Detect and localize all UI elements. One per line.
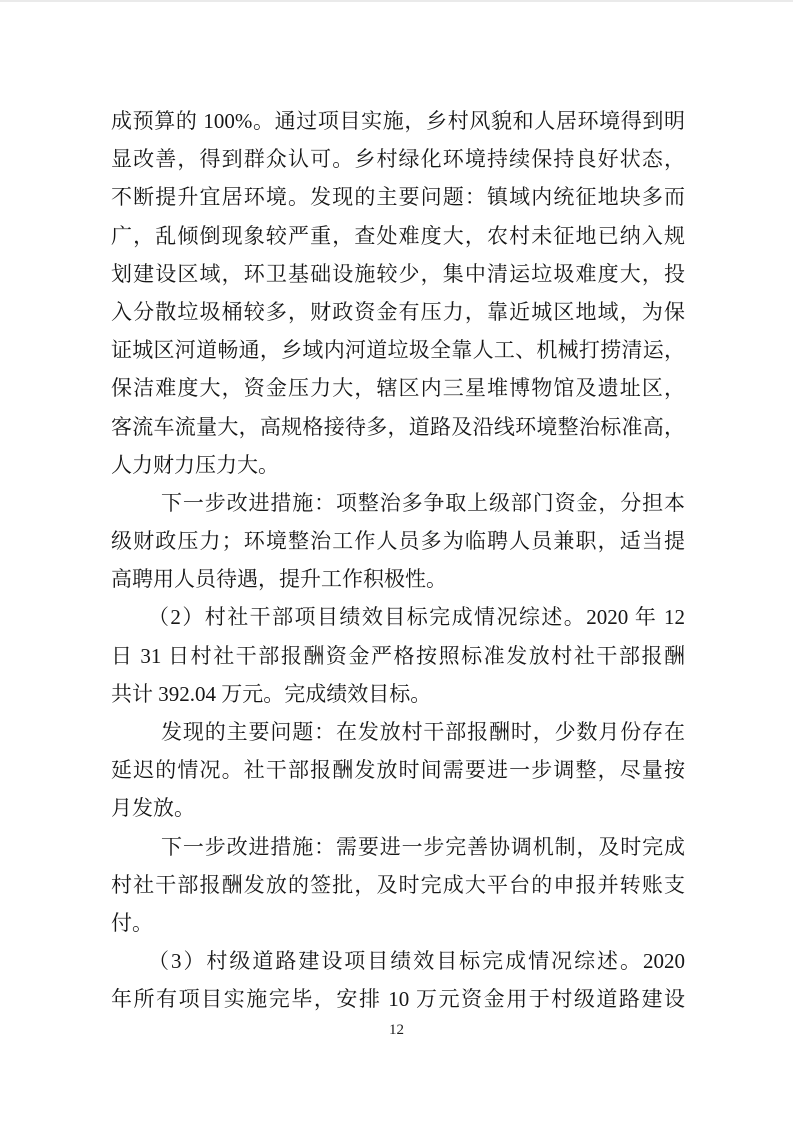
text-line: 广，乱倾倒现象较严重，查处难度大，农村未征地已纳入规 (111, 223, 685, 248)
text-line: 级财政压力；环境整治工作人员多为临聘人员兼职，适当提 (111, 529, 685, 554)
text-line: 下一步改进措施：需要进一步完善协调机制，及时完成 (161, 834, 685, 859)
text-line: 成预算的 100%。通过项目实施，乡村风貌和人居环境得到明 (111, 109, 685, 133)
text-line: 村社干部报酬发放的签批，及时完成大平台的申报并转账支 (111, 872, 685, 897)
text-line: 下一步改进措施：项整治多争取上级部门资金，分担本 (161, 490, 685, 515)
text-line: 共计 392.04 万元。完成绩效目标。 (111, 681, 432, 706)
text-line: 延迟的情况。社干部报酬发放时间需要进一步调整，尽量按 (111, 758, 685, 783)
text-line: 发现的主要问题：在发放村干部报酬时，少数月份存在 (161, 720, 685, 744)
text-line: 保洁难度大，资金压力大，辖区内三星堆博物馆及遗址区， (111, 376, 685, 401)
text-line: （3）村级道路建设项目绩效目标完成情况综述。2020 (148, 949, 685, 974)
text-line: 年所有项目实施完毕，安排 10 万元资金用于村级道路建设 (111, 987, 685, 1012)
text-line: 付。 (111, 910, 153, 935)
text-line: 人力财力压力大。 (111, 452, 279, 477)
text-line: 入分散垃圾桶较多，财政资金有压力，靠近城区地域，为保 (111, 299, 685, 324)
text-line: 划建设区域，环卫基础设施较少，集中清运垃圾难度大，投 (111, 261, 685, 286)
page-number: 12 (389, 1022, 404, 1038)
text-line: 显改善，得到群众认可。乡村绿化环境持续保持良好状态， (111, 147, 685, 172)
body-text (111, 102, 685, 1019)
text-line: 客流车流量大，高规格接待多，道路及沿线环境整治标准高， (111, 414, 685, 439)
text-line: 高聘用人员待遇，提升工作积极性。 (111, 567, 447, 592)
text-line: 不断提升宜居环境。发现的主要问题：镇域内统征地块多而 (111, 185, 685, 210)
text-line: （2）村社干部项目绩效目标完成情况综述。2020 年 12 (148, 605, 685, 630)
text-line: 月发放。 (111, 796, 195, 821)
text-line: 证城区河道畅通，乡域内河道垃圾全靠人工、机械打捞清运， (111, 338, 685, 363)
text-line: 日 31 日村社干部报酬资金严格按照标准发放村社干部报酬 (111, 643, 685, 668)
